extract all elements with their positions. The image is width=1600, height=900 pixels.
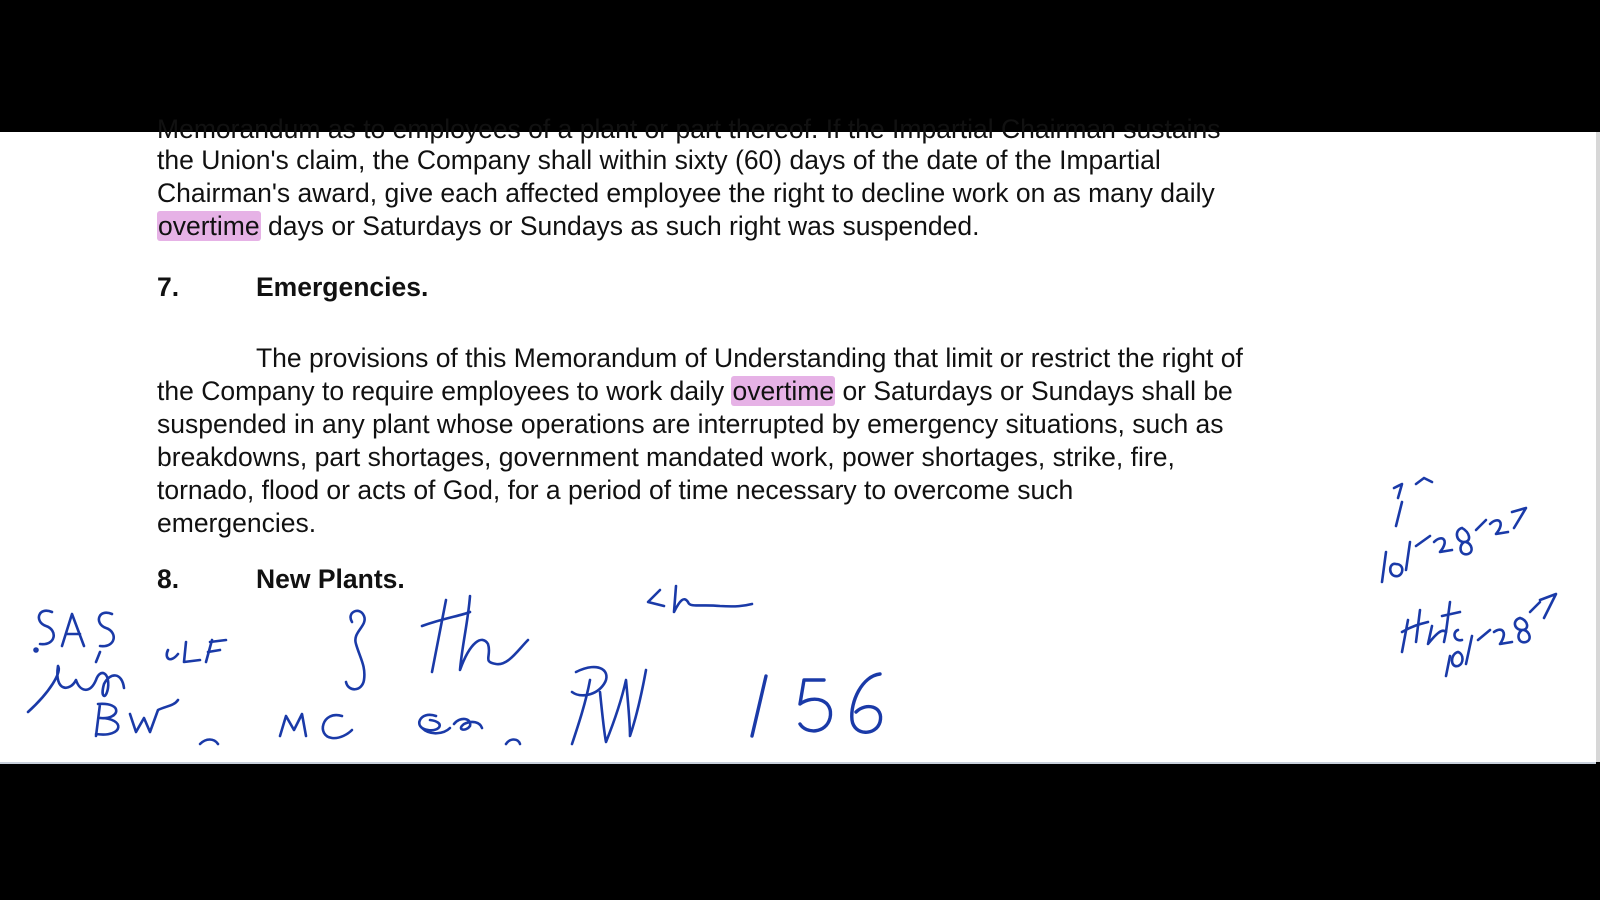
text-line (157, 375, 1397, 408)
text-line: emergencies. (157, 508, 317, 538)
section-number: 8. (157, 564, 180, 594)
text-line (157, 342, 1397, 375)
paragraph-union-claim (157, 144, 1397, 243)
initials-jlf (167, 640, 226, 662)
initials-ee (419, 715, 520, 744)
text-line: suspended in any plant whose operations are interrupted by emergency situations, such as (157, 409, 1224, 439)
text-segment: the Company to require employees to work daily (157, 376, 732, 406)
text-segment: or Saturdays or Sundays shall be (835, 376, 1233, 406)
signature-large (422, 596, 528, 672)
signature-swirl (346, 611, 365, 689)
paragraph-emergencies (157, 342, 1397, 540)
text-line: breakdowns, part shortages, government mandated work, power shortages, strike, fire, (157, 442, 1175, 472)
text-line: tornado, flood or acts of God, for a period of time necessary to overcome such (157, 475, 1074, 505)
signature-short (648, 586, 752, 612)
search-highlight[interactable]: overtime (732, 376, 835, 406)
initials-mc (280, 714, 352, 738)
ink-mark (200, 740, 218, 745)
page-number-handwritten (752, 674, 881, 736)
signature-scrawl (28, 652, 124, 712)
date-annotation-top (1382, 478, 1526, 582)
cut-off-line: Memorandum as to employees of a plant or part thereof. If the Impartial Chairman sustains (157, 114, 1221, 144)
date-annotation-bottom (1402, 594, 1556, 676)
text-line: the Union's claim, the Company shall within sixty (60) days of the date of the Impartial (157, 145, 1161, 175)
text-line (157, 210, 1397, 243)
initials-bw (96, 700, 178, 736)
document-page (0, 114, 1596, 764)
section-number: 7. (157, 272, 180, 302)
text-line: Chairman's award, give each affected employee the right to decline work on as many daily (157, 178, 1215, 208)
search-highlight[interactable]: overtime (158, 211, 260, 241)
initials-rw (572, 667, 646, 744)
section-title: New Plants. (256, 564, 405, 594)
vertical-scrollbar[interactable] (1596, 132, 1600, 762)
initials-sas (35, 611, 114, 652)
text-segment: days or Saturdays or Sundays as such right was suspended. (268, 211, 980, 241)
text-segment: The provisions of this Memorandum of Understanding that limit or restrict the right of (256, 343, 1243, 373)
section-title: Emergencies. (256, 272, 429, 302)
